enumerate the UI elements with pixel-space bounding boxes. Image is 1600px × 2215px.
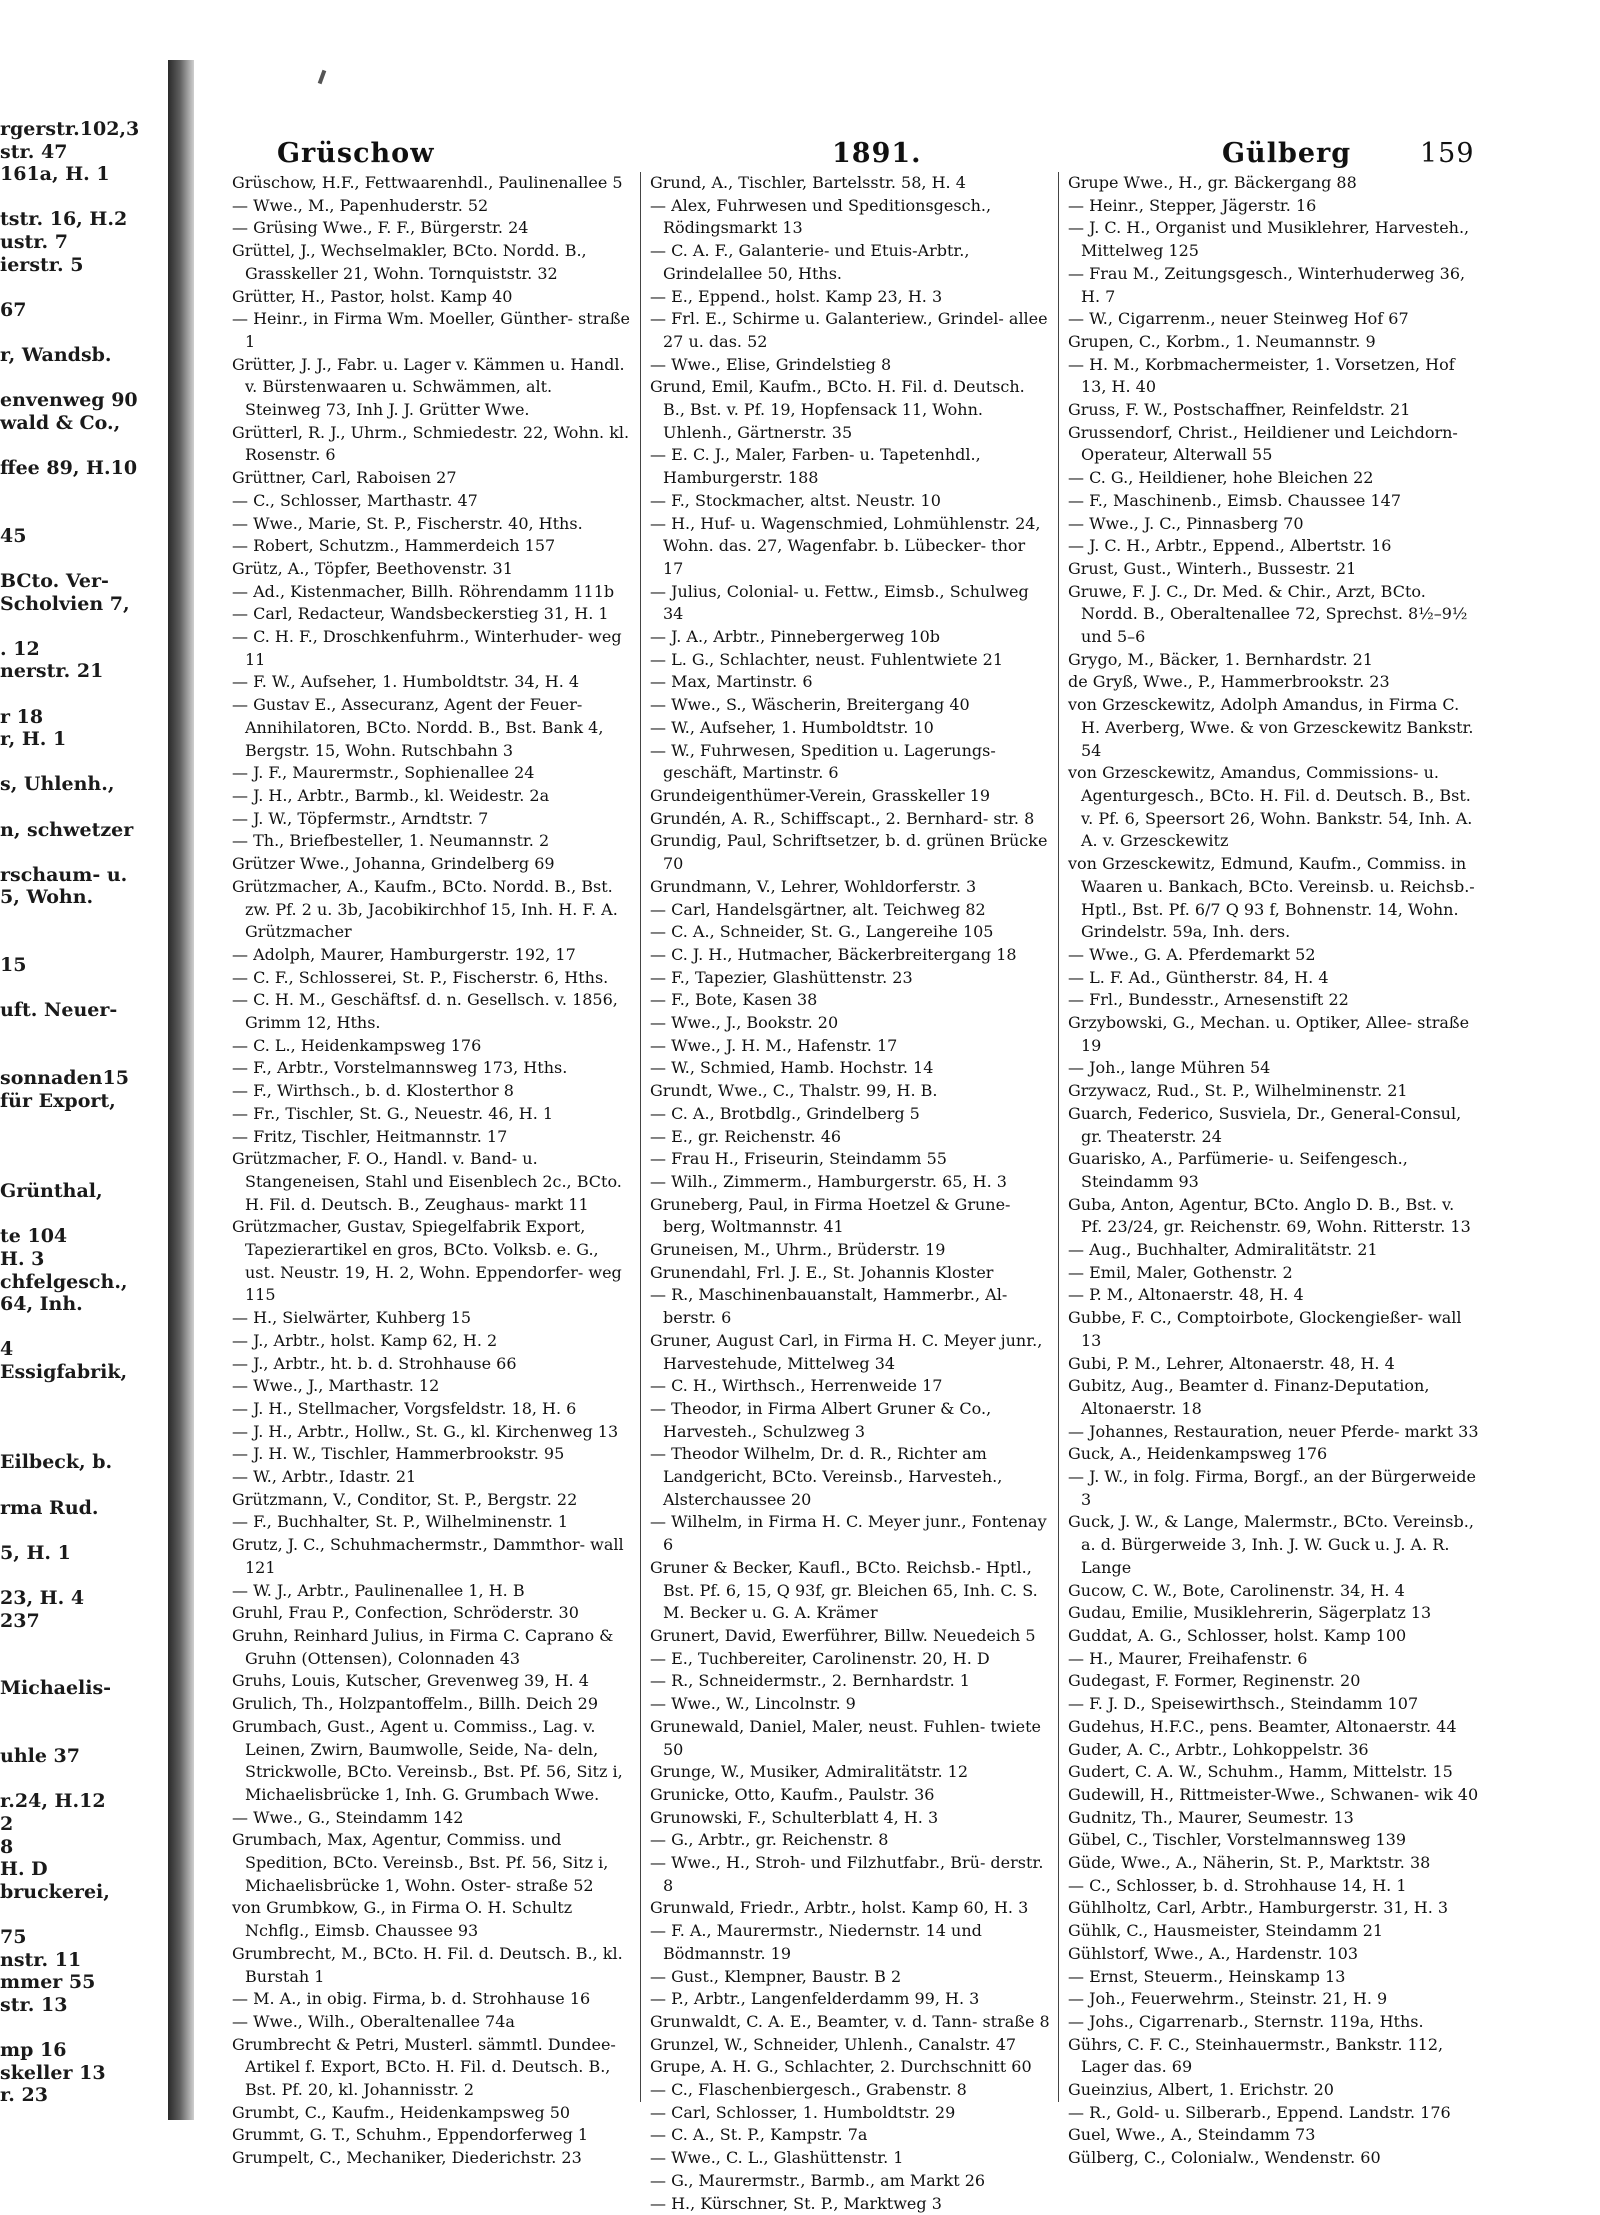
- directory-entry: — Heinr., Stepper, Jägerstr. 16: [1068, 195, 1317, 215]
- directory-entry: — P., Arbtr., Langenfelderdamm 99, H. 3: [650, 1989, 980, 2009]
- directory-entry: Gühlstorf, Wwe., A., Hardenstr. 103: [1068, 1943, 1359, 1963]
- directory-entry: — J., Arbtr., ht. b. d. Strohhause 66: [232, 1353, 517, 1373]
- directory-entry: Gruwe, F. J. C., Dr. Med. & Chir., Arzt, BCto. Nordd. B., Oberaltenallee 72, Sprechst. 8½–9½ und 5–6: [1068, 581, 1468, 647]
- directory-entry: — F. A., Maurermstr., Niedernstr. 14 und Bödmannstr. 19: [650, 1921, 982, 1963]
- directory-entry: Guder, A. C., Arbtr., Lohkoppelstr. 36: [1068, 1739, 1369, 1759]
- directory-entry: — Wwe., J. H. M., Hafenstr. 17: [650, 1035, 898, 1055]
- directory-entry: Gruner & Becker, Kaufl., BCto. Reichsb.- Hptl., Bst. Pf. 6, 15, Q 93f, gr. Bleichen 65, Inh. C. S. M. Becker u. G. A. Krämer: [650, 1557, 1038, 1623]
- directory-entry: — Wilh., Zimmerm., Hamburgerstr. 65, H. 3: [650, 1171, 1007, 1191]
- directory-entry: — H., Maurer, Freihafenstr. 6: [1068, 1648, 1308, 1668]
- directory-entry: — C. H., Wirthsch., Herrenweide 17: [650, 1376, 943, 1396]
- directory-entry: — Alex, Fuhrwesen und Speditionsgesch., Rödingsmarkt 13: [650, 195, 992, 238]
- left-page-line: 5, Wohn.: [0, 886, 94, 909]
- directory-entry: Grunge, W., Musiker, Admiralitätstr. 12: [650, 1762, 969, 1782]
- directory-entry: — Wwe., W., Lincolnstr. 9: [650, 1694, 856, 1714]
- directory-entry: Gülberg, C., Colonialw., Wendenstr. 60: [1068, 2148, 1381, 2168]
- directory-entry: — F., Tapezier, Glashüttenstr. 23: [650, 967, 913, 987]
- directory-entry: Grützer Wwe., Johanna, Grindelberg 69: [232, 854, 555, 874]
- directory-entry: Gubbe, F. C., Comptoirbote, Glockengießer- wall 13: [1068, 1308, 1462, 1350]
- directory-entry: — J. W., in folg. Firma, Borgf., an der Bürgerweide 3: [1068, 1467, 1477, 1509]
- directory-entry: Grüschow, H.F., Fettwaarenhdl., Paulinenallee 5: [232, 173, 623, 192]
- directory-entry: — Aug., Buchhalter, Admiralitätstr. 21: [1068, 1240, 1378, 1260]
- directory-entry: — F., Maschinenb., Eimsb. Chaussee 147: [1068, 490, 1402, 510]
- directory-entry: — Gustav E., Assecuranz, Agent der Feuer- Annihilatoren, BCto. Nordd. B., Bst. Bank 4, Bergstr. 15, Wohn. Rutschbahn 3: [232, 695, 604, 760]
- column-1: [232, 172, 632, 2168]
- header-right-keyword: Gülberg: [1222, 138, 1352, 169]
- left-page-line: nerstr. 21: [0, 660, 104, 683]
- directory-entry: — Johs., Cigarrenarb., Sternstr. 119a, Hths.: [1068, 2011, 1424, 2031]
- directory-entry: — C. G., Heildiener, hohe Bleichen 22: [1068, 468, 1374, 488]
- directory-entry: Grundeigenthümer-Verein, Grasskeller 19: [650, 785, 991, 805]
- directory-entry: — Joh., Feuerwehrm., Steinstr. 21, H. 9: [1068, 1989, 1388, 2009]
- directory-entry: — Ad., Kistenmacher, Billh. Röhrendamm 111b: [232, 581, 615, 601]
- left-page-line: n, schwetzer: [0, 818, 134, 841]
- directory-entry: — J. H., Stellmacher, Vorgsfeldstr. 18, H. 6: [232, 1398, 577, 1418]
- left-page-line: für Export,: [0, 1089, 116, 1112]
- directory-entry: Grutz, J. C., Schuhmachermstr., Dammthor- wall 121: [232, 1535, 624, 1577]
- directory-entry: Grygo, M., Bäcker, 1. Bernhardstr. 21: [1068, 649, 1373, 669]
- left-page-line: mp 16: [0, 2039, 67, 2061]
- left-page-line: 45: [0, 524, 27, 547]
- directory-entry: Grützmann, V., Conditor, St. P., Bergstr. 22: [232, 1489, 578, 1509]
- directory-entry: Grunendahl, Frl. J. E., St. Johannis Kloster: [650, 1262, 994, 1282]
- directory-entry: Grumbach, Gust., Agent u. Commiss., Lag. v. Leinen, Zwirn, Baumwolle, Seide, Na- deln, Strickwolle, BCto. Vereinsb., Bst. Pf. 56, Sitz i, Michaelisbrücke 1, Inh. G. Grumbach Wwe.: [232, 1716, 623, 1804]
- directory-entry: Guck, J. W., & Lange, Malermstr., BCto. Vereinsb., a. d. Bürgerweide 3, Inh. J. W. Guck u. J. A. R. Lange: [1068, 1512, 1474, 1577]
- directory-entry: Gührs, C. F. C., Steinhauermstr., Bankstr. 112, Lager das. 69: [1068, 2034, 1444, 2077]
- left-page-line: 5, H. 1: [0, 1541, 71, 1564]
- directory-entry: — J. H. W., Tischler, Hammerbrookstr. 95: [232, 1444, 565, 1464]
- directory-entry: — Theodor, in Firma Albert Gruner & Co., Harvesteh., Schulzweg 3: [650, 1398, 992, 1441]
- directory-entry: Grundmann, V., Lehrer, Wohldorferstr. 3: [650, 876, 977, 896]
- left-page-line: H. D: [0, 1858, 48, 1881]
- directory-entry: — L. F. Ad., Güntherstr. 84, H. 4: [1068, 967, 1329, 987]
- directory-entry: — Robert, Schutzm., Hammerdeich 157: [232, 536, 556, 556]
- directory-entry: — E., Tuchbereiter, Carolinenstr. 20, H. D: [650, 1648, 990, 1668]
- left-page-line: Eilbeck, b.: [0, 1451, 113, 1474]
- directory-entry: — C. L., Heidenkampsweg 176: [232, 1035, 482, 1055]
- left-page-fragment: [0, 0, 168, 2177]
- directory-entry: Gruhs, Louis, Kutscher, Grevenweg 39, H. 4: [232, 1671, 589, 1691]
- directory-entry: — C. A., St. P., Kampstr. 7a: [650, 2125, 868, 2145]
- directory-entry: — C. F., Schlosserei, St. P., Fischerstr. 6, Hths.: [232, 967, 609, 987]
- directory-entry: Grupe, A. H. G., Schlachter, 2. Durchschnitt 60: [650, 2057, 1032, 2077]
- directory-entry: — Wwe., M., Papenhuderstr. 52: [232, 195, 489, 215]
- directory-entry: — Carl, Handelsgärtner, alt. Teichweg 82: [650, 899, 986, 919]
- directory-entry: Guddat, A. G., Schlosser, holst. Kamp 100: [1068, 1626, 1407, 1645]
- directory-entry: — W. J., Arbtr., Paulinenallee 1, H. B: [232, 1580, 525, 1600]
- directory-entry: — C., Schlosser, b. d. Strohhause 14, H. 1: [1068, 1875, 1407, 1895]
- left-page-line: skeller 13: [0, 2061, 106, 2084]
- directory-entry: — Grüsing Wwe., F. F., Bürgerstr. 24: [232, 218, 529, 238]
- left-page-line: BCto. Ver-: [0, 570, 109, 592]
- directory-entry: — Johannes, Restauration, neuer Pferde- markt 33: [1068, 1421, 1479, 1441]
- directory-entry: — W., Arbtr., Idastr. 21: [232, 1467, 417, 1487]
- directory-entry: Grunzel, W., Schneider, Uhlenh., Canalstr. 47: [650, 2034, 1017, 2054]
- directory-entry: Gruss, F. W., Postschaffner, Reinfeldstr. 21: [1068, 400, 1411, 420]
- directory-entry: — F., Arbtr., Vorstelmannsweg 173, Hths.: [232, 1058, 568, 1078]
- directory-entry: — C. H. M., Geschäftsf. d. n. Gesellsch. v. 1856, Grimm 12, Hths.: [232, 990, 618, 1033]
- directory-entry: — C. J. H., Hutmacher, Bäckerbreitergang 18: [650, 944, 1017, 964]
- left-page-line: bruckerei,: [0, 1880, 110, 1903]
- left-page-line: r, H. 1: [0, 728, 67, 751]
- directory-entry: — C., Schlosser, Marthastr. 47: [232, 490, 478, 510]
- directory-entry: Guba, Anton, Agentur, BCto. Anglo D. B., Bst. v. Pf. 23/24, gr. Reichenstr. 69, Wohn. Ritterstr. 13: [1068, 1194, 1471, 1237]
- directory-entry: — Joh., lange Mühren 54: [1068, 1058, 1271, 1078]
- directory-entry: — P. M., Altonaerstr. 48, H. 4: [1068, 1285, 1304, 1305]
- directory-entry: von Grumbkow, G., in Firma O. H. Schultz Nchflg., Eimsb. Chaussee 93: [232, 1898, 573, 1941]
- left-page-line: 75: [0, 1926, 27, 1948]
- left-page-line: s, Uhlenh.,: [0, 773, 115, 796]
- directory-entry: — E. C. J., Maler, Farben- u. Tapetenhdl., Hamburgerstr. 188: [650, 445, 981, 488]
- left-page-line: ierstr. 5: [0, 253, 84, 276]
- directory-entry: Grützmacher, Gustav, Spiegelfabrik Export, Tapezierartikel en gros, BCto. Volksb. e. G., ust. Neustr. 19, H. 2, Wohn. Eppendorfer- weg 115: [232, 1217, 622, 1305]
- directory-entry: — J. A., Arbtr., Pinnebergerweg 10b: [650, 627, 941, 647]
- directory-entry: Grumbach, Max, Agentur, Commiss. und Spedition, BCto. Vereinsb., Bst. Pf. 56, Sitz i, Michaelisbrücke 1, Wohn. Oster- straße 52: [232, 1830, 609, 1895]
- directory-entry: Grulich, Th., Holzpantoffelm., Billh. Deich 29: [232, 1694, 599, 1714]
- left-page-line: . 12: [0, 637, 40, 660]
- left-page-line: tstr. 16, H.2: [0, 208, 128, 231]
- directory-entry: — J. C. H., Organist und Musiklehrer, Harvesteh., Mittelweg 125: [1068, 218, 1470, 261]
- left-page-line: rgerstr.102,3: [0, 118, 140, 140]
- directory-entry: — Frau H., Friseurin, Steindamm 55: [650, 1149, 947, 1169]
- directory-entry: Gruner, August Carl, in Firma H. C. Meyer junr., Harvestehude, Mittelweg 34: [650, 1330, 1043, 1373]
- directory-entry: von Grzesckewitz, Amandus, Commissions- u. Agenturgesch., BCto. H. Fil. d. Deutsch. B., Bst. v. Pf. 6, Speersort 26, Wohn. Bankstr. 54, Inh. A. A. v. Grzesckewitz: [1068, 763, 1473, 851]
- left-page-line: 2: [0, 1813, 14, 1835]
- directory-entry: — G., Arbtr., gr. Reichenstr. 8: [650, 1830, 889, 1850]
- directory-entry: Grumbrecht & Petri, Musterl. sämmtl. Dundee- Artikel f. Export, BCto. H. Fil. d. Deutsch. B., Bst. Pf. 20, kl. Johannisstr. 2: [232, 2034, 616, 2100]
- directory-entry: — Gust., Klempner, Baustr. B 2: [650, 1966, 902, 1986]
- directory-entry: — F., Wirthsch., b. d. Klosterthor 8: [232, 1081, 514, 1101]
- directory-entry: — Frau M., Zeitungsgesch., Winterhuderweg 36, H. 7: [1068, 263, 1466, 306]
- directory-entry: — F., Bote, Kasen 38: [650, 990, 818, 1010]
- directory-entry: — F., Buchhalter, St. P., Wilhelminenstr. 1: [232, 1512, 569, 1532]
- directory-entry: Grützmacher, A., Kaufm., BCto. Nordd. B., Bst. zw. Pf. 2 u. 3b, Jacobikirchhof 15, Inh. H. F. A. Grützmacher: [232, 876, 618, 942]
- directory-entry: Grunewald, Daniel, Maler, neust. Fuhlen- twiete 50: [650, 1716, 1041, 1759]
- directory-entry: Grupen, C., Korbm., 1. Neumannstr. 9: [1068, 331, 1376, 351]
- directory-entry: Gubi, P. M., Lehrer, Altonaerstr. 48, H. 4: [1068, 1353, 1395, 1373]
- column-2: [650, 172, 1050, 2213]
- directory-entry: Grumbt, C., Kaufm., Heidenkampsweg 50: [232, 2102, 571, 2122]
- directory-entry: Gudert, C. A. W., Schuhm., Hamm, Mittelstr. 15: [1068, 1762, 1453, 1782]
- left-page-line: 64, Inh.: [0, 1293, 83, 1316]
- directory-entry: Gudau, Emilie, Musiklehrerin, Sägerplatz 13: [1068, 1603, 1432, 1623]
- page-number: 159: [1420, 138, 1475, 169]
- left-page-line: r.24, H.12: [0, 1790, 106, 1813]
- left-page-line: uhle 37: [0, 1745, 80, 1768]
- directory-entry: — H., Huf- u. Wagenschmied, Lohmühlenstr. 24, Wohn. das. 27, Wagenfabr. b. Lübecker- thor 17: [650, 513, 1041, 578]
- left-page-line: te 104: [0, 1225, 68, 1248]
- directory-entry: — Fritz, Tischler, Heitmannstr. 17: [232, 1126, 508, 1146]
- directory-entry: — Wwe., G., Steindamm 142: [232, 1807, 464, 1827]
- directory-entry: — C. A. F., Galanterie- und Etuis-Arbtr., Grindelallee 50, Hths.: [650, 241, 970, 283]
- directory-entry: — J. F., Maurermstr., Sophienallee 24: [232, 763, 535, 783]
- column-divider: [1058, 172, 1059, 2102]
- column-3: [1068, 172, 1480, 2168]
- directory-entry: Gubitz, Aug., Beamter d. Finanz-Deputation, Altonaerstr. 18: [1068, 1376, 1430, 1418]
- left-page-line: 8: [0, 1835, 14, 1858]
- directory-entry: — E., Eppend., holst. Kamp 23, H. 3: [650, 286, 943, 306]
- left-page-line: 161a, H. 1: [0, 163, 110, 186]
- directory-entry: — F. J. D., Speisewirthsch., Steindamm 107: [1068, 1694, 1419, 1714]
- directory-entry: Grupe Wwe., H., gr. Bäckergang 88: [1068, 173, 1357, 192]
- directory-entry: Gruhn, Reinhard Julius, in Firma C. Caprano & Gruhn (Ottensen), Colonnaden 43: [232, 1626, 614, 1668]
- directory-entry: Guarch, Federico, Susviela, Dr., General-Consul, gr. Theaterstr. 24: [1068, 1103, 1462, 1146]
- directory-entry: Gühlholtz, Carl, Arbtr., Hamburgerstr. 31, H. 3: [1068, 1898, 1449, 1918]
- directory-entry: — Wwe., C. L., Glashüttenstr. 1: [650, 2148, 904, 2168]
- directory-entry: Gucow, C. W., Bote, Carolinenstr. 34, H. 4: [1068, 1580, 1405, 1600]
- left-page-line: ustr. 7: [0, 231, 69, 253]
- directory-entry: — H. M., Korbmachermeister, 1. Vorsetzen, Hof 13, H. 40: [1068, 354, 1455, 397]
- left-page-line: r 18: [0, 705, 44, 728]
- left-page-line: str. 13: [0, 1993, 68, 2016]
- directory-entry: Guarisko, A., Parfümerie- u. Seifengesch., Steindamm 93: [1068, 1149, 1408, 1191]
- column-divider: [640, 172, 641, 2102]
- directory-entry: Guck, A., Heidenkampsweg 176: [1068, 1444, 1328, 1464]
- directory-entry: — Wwe., Marie, St. P., Fischerstr. 40, Hths.: [232, 513, 583, 533]
- directory-entry: Gruneisen, M., Uhrm., Brüderstr. 19: [650, 1240, 946, 1260]
- directory-entry: — Theodor Wilhelm, Dr. d. R., Richter am Landgericht, BCto. Vereinsb., Harvesteh., Alsterchaussee 20: [650, 1444, 1003, 1509]
- left-page-line: 237: [0, 1609, 40, 1632]
- directory-entry: — H., Sielwärter, Kuhberg 15: [232, 1308, 472, 1328]
- directory-entry: Grzybowski, G., Mechan. u. Optiker, Allee- straße 19: [1068, 1013, 1470, 1055]
- directory-entry: — Wwe., J., Marthastr. 12: [232, 1376, 440, 1396]
- directory-entry: Grzywacz, Rud., St. P., Wilhelminenstr. 21: [1068, 1081, 1408, 1101]
- directory-entry: Grunicke, Otto, Kaufm., Paulstr. 36: [650, 1784, 935, 1804]
- directory-entry: — J. H., Arbtr., Hollw., St. G., kl. Kirchenweg 13: [232, 1421, 619, 1441]
- left-page-line: sonnaden15: [0, 1067, 129, 1090]
- directory-entry: Grumbrecht, M., BCto. H. Fil. d. Deutsch. B., kl. Burstah 1: [232, 1943, 623, 1986]
- directory-entry: — Carl, Redacteur, Wandsbeckerstieg 31, H. 1: [232, 604, 609, 624]
- directory-entry: Grundén, A. R., Schiffscapt., 2. Bernhard- str. 8: [650, 808, 1035, 828]
- header-left-keyword: Grüschow: [277, 138, 435, 169]
- directory-entry: Grütterl, R. J., Uhrm., Schmiedestr. 22, Wohn. kl. Rosenstr. 6: [232, 422, 630, 465]
- directory-entry: Gühlk, C., Hausmeister, Steindamm 21: [1068, 1921, 1384, 1941]
- directory-entry: Gudegast, F. Former, Reginenstr. 20: [1068, 1671, 1361, 1691]
- directory-entry: von Grzesckewitz, Edmund, Kaufm., Commiss. in Waaren u. Bankach, BCto. Vereinsb. u. Reichsb.-Hptl., Bst. Pf. 6/7 Q 93 f, Bohnenstr. 14, Wohn. Grindelstr. 59a, Inh. ders.: [1068, 854, 1475, 942]
- directory-entry: Grüttel, J., Wechselmakler, BCto. Nordd. B., Grasskeller 21, Wohn. Tornquiststr. 32: [232, 241, 587, 283]
- left-page-line: 15: [0, 954, 27, 977]
- left-page-line: Essigfabrik,: [0, 1361, 128, 1383]
- directory-entry: Grundig, Paul, Schriftsetzer, b. d. grünen Brücke 70: [650, 831, 1048, 874]
- left-page-line: Scholvien 7,: [0, 592, 130, 615]
- directory-entry: Grütter, J. J., Fabr. u. Lager v. Kämmen u. Handl. v. Bürstenwaaren u. Schwämmen, alt. Steinweg 73, Inh J. J. Grütter Wwe.: [232, 354, 625, 420]
- left-page-line: r. 23: [0, 2084, 48, 2107]
- directory-entry: — Th., Briefbesteller, 1. Neumannstr. 2: [232, 831, 550, 851]
- directory-entry: — Fr., Tischler, St. G., Neuestr. 46, H. 1: [232, 1103, 554, 1123]
- directory-entry: Gueinzius, Albert, 1. Erichstr. 20: [1068, 2080, 1334, 2100]
- directory-entry: — G., Maurermstr., Barmb., am Markt 26: [650, 2170, 986, 2190]
- directory-entry: — J. H., Arbtr., Barmb., kl. Weidestr. 2a: [232, 785, 550, 805]
- directory-entry: — M. A., in obig. Firma, b. d. Strohhause 16: [232, 1989, 591, 2009]
- directory-entry: von Grzesckewitz, Adolph Amandus, in Firma C. H. Averberg, Wwe. & von Grzesckewitz Bankstr. 54: [1068, 695, 1474, 760]
- directory-entry: — Wwe., Wilh., Oberaltenallee 74a: [232, 2011, 515, 2031]
- left-page-line: r, Wandsb.: [0, 344, 112, 366]
- directory-entry: — F. W., Aufseher, 1. Humboldtstr. 34, H. 4: [232, 672, 580, 692]
- directory-entry: Gudehus, H.F.C., pens. Beamter, Altonaerstr. 44: [1068, 1716, 1457, 1736]
- directory-entry: — Frl., Bundesstr., Arnesenstift 22: [1068, 990, 1349, 1010]
- left-page-line: 23, H. 4: [0, 1587, 85, 1609]
- directory-entry: — Wwe., H., Stroh- und Filzhutfabr., Brü- derstr. 8: [650, 1853, 1044, 1895]
- directory-entry: — C. A., Brotbdlg., Grindelberg 5: [650, 1103, 920, 1123]
- print-speck: [318, 70, 327, 85]
- directory-entry: Gübel, C., Tischler, Vorstelmannsweg 139: [1068, 1830, 1407, 1850]
- directory-entry: — Wwe., G. A. Pferdemarkt 52: [1068, 944, 1316, 964]
- directory-entry: — Carl, Schlosser, 1. Humboldtstr. 29: [650, 2102, 956, 2122]
- left-page-line: ffee 89, H.10: [0, 457, 138, 479]
- directory-entry: Grussendorf, Christ., Heildiener und Leichdorn- Operateur, Alterwall 55: [1068, 422, 1458, 465]
- directory-entry: Grütter, H., Pastor, holst. Kamp 40: [232, 286, 513, 306]
- directory-entry: — R., Gold- u. Silberarb., Eppend. Landstr. 176: [1068, 2102, 1451, 2122]
- directory-entry: Güde, Wwe., A., Näherin, St. P., Marktstr. 38: [1068, 1853, 1431, 1873]
- book-gutter: [168, 60, 194, 2120]
- directory-entry: Gruhl, Frau P., Confection, Schröderstr. 30: [232, 1603, 579, 1623]
- left-page-line: Michaelis-: [0, 1677, 112, 1700]
- left-page-line: str. 47: [0, 140, 68, 163]
- left-page-line: Grünthal,: [0, 1180, 103, 1203]
- directory-entry: Grüttner, Carl, Raboisen 27: [232, 468, 457, 488]
- left-page-line: wald & Co.,: [0, 411, 121, 434]
- left-page-line: nstr. 11: [0, 1948, 82, 1971]
- directory-entry: — Wilhelm, in Firma H. C. Meyer junr., Fontenay 6: [650, 1512, 1047, 1555]
- directory-entry: — E., gr. Reichenstr. 46: [650, 1126, 842, 1146]
- directory-entry: — Wwe., S., Wäscherin, Breitergang 40: [650, 695, 970, 715]
- directory-entry: Grundt, Wwe., C., Thalstr. 99, H. B.: [650, 1081, 938, 1101]
- directory-entry: — Julius, Colonial- u. Fettw., Eimsb., Schulweg 34: [650, 581, 1029, 624]
- directory-entry: de Gryß, Wwe., P., Hammerbrookstr. 23: [1068, 672, 1390, 692]
- directory-entry: — C., Flaschenbiergesch., Grabenstr. 8: [650, 2080, 967, 2100]
- left-page-line: envenweg 90: [0, 389, 138, 412]
- left-page-line: H. 3: [0, 1248, 45, 1270]
- left-page-line: mmer 55: [0, 1971, 96, 1994]
- directory-entry: Grust, Gust., Winterh., Bussestr. 21: [1068, 558, 1357, 578]
- directory-entry: — C. A., Schneider, St. G., Langereihe 105: [650, 922, 994, 942]
- directory-entry: — W., Schmied, Hamb. Hochstr. 14: [650, 1058, 934, 1078]
- directory-entry: Grunert, David, Ewerführer, Billw. Neuedeich 5: [650, 1626, 1036, 1645]
- directory-entry: — H., Kürschner, St. P., Marktweg 3: [650, 2193, 942, 2213]
- left-page-line: 4: [0, 1338, 14, 1361]
- directory-entry: Grützmacher, F. O., Handl. v. Band- u. Stangeneisen, Stahl und Eisenblech 2c., BCto. H. Fil. d. Deutsch. B., Zeughaus- markt 11: [232, 1149, 622, 1214]
- directory-entry: Grunwaldt, C. A. E., Beamter, v. d. Tann- straße 8: [650, 2011, 1050, 2031]
- directory-entry: — C. H. F., Droschkenfuhrm., Winterhuder- weg 11: [232, 627, 622, 669]
- directory-entry: — F., Stockmacher, altst. Neustr. 10: [650, 490, 941, 510]
- directory-entry: Grumpelt, C., Mechaniker, Diederichstr. 23: [232, 2148, 582, 2168]
- directory-entry: — J., Arbtr., holst. Kamp 62, H. 2: [232, 1330, 498, 1350]
- directory-entry: Grund, A., Tischler, Bartelsstr. 58, H. 4: [650, 173, 966, 192]
- directory-entry: — Emil, Maler, Gothenstr. 2: [1068, 1262, 1293, 1282]
- directory-entry: — Adolph, Maurer, Hamburgerstr. 192, 17: [232, 944, 576, 964]
- directory-entry: Grunowski, F., Schulterblatt 4, H. 3: [650, 1807, 939, 1827]
- directory-entry: — Heinr., in Firma Wm. Moeller, Günther- straße 1: [232, 309, 631, 351]
- directory-entry: — Wwe., J., Bookstr. 20: [650, 1013, 839, 1033]
- directory-entry: — L. G., Schlachter, neust. Fuhlentwiete 21: [650, 649, 1004, 669]
- directory-entry: Gruneberg, Paul, in Firma Hoetzel & Grune- berg, Woltmannstr. 41: [650, 1194, 1011, 1237]
- left-page-line: rma Rud.: [0, 1496, 99, 1519]
- left-page-line: uft. Neuer-: [0, 999, 118, 1022]
- directory-entry: Grund, Emil, Kaufm., BCto. H. Fil. d. Deutsch. B., Bst. v. Pf. 19, Hopfensack 11, Wohn. Uhlenh., Gärtnerstr. 35: [650, 377, 1025, 442]
- header-year: 1891.: [832, 138, 922, 169]
- directory-entry: — W., Cigarrenm., neuer Steinweg Hof 67: [1068, 309, 1409, 329]
- directory-entry: — Frl. E., Schirme u. Galanteriew., Grindel- allee 27 u. das. 52: [650, 309, 1048, 351]
- directory-entry: — Wwe., Elise, Grindelstieg 8: [650, 354, 892, 374]
- directory-entry: Grütz, A., Töpfer, Beethovenstr. 31: [232, 558, 513, 578]
- directory-entry: — Ernst, Steuerm., Heinskamp 13: [1068, 1966, 1346, 1986]
- directory-entry: — J. C. H., Arbtr., Eppend., Albertstr. 16: [1068, 536, 1392, 556]
- directory-entry: — J. W., Töpfermstr., Arndtstr. 7: [232, 808, 489, 828]
- directory-entry: — Wwe., J. C., Pinnasberg 70: [1068, 513, 1304, 533]
- directory-entry: — R., Maschinenbauanstalt, Hammerbr., Al- berstr. 6: [650, 1285, 1008, 1328]
- directory-entry: Grummt, G. T., Schuhm., Eppendorferweg 1: [232, 2125, 589, 2145]
- directory-entry: — Max, Martinstr. 6: [650, 672, 813, 692]
- directory-entry: — R., Schneidermstr., 2. Bernhardstr. 1: [650, 1671, 970, 1691]
- left-page-line: rschaum- u.: [0, 863, 128, 886]
- directory-page: [232, 120, 1482, 2213]
- directory-entry: Gudewill, H., Rittmeister-Wwe., Schwanen- wik 40: [1068, 1784, 1479, 1804]
- directory-entry: Grunwald, Friedr., Arbtr., holst. Kamp 60, H. 3: [650, 1898, 1029, 1918]
- directory-entry: — W., Aufseher, 1. Humboldtstr. 10: [650, 717, 934, 737]
- directory-entry: Gudnitz, Th., Maurer, Seumestr. 13: [1068, 1807, 1354, 1827]
- left-page-line: chfelgesch.,: [0, 1270, 128, 1293]
- directory-entry: — W., Fuhrwesen, Spedition u. Lagerungs- geschäft, Martinstr. 6: [650, 740, 996, 783]
- directory-entry: Guel, Wwe., A., Steindamm 73: [1068, 2125, 1316, 2145]
- left-page-line: 67: [0, 298, 27, 321]
